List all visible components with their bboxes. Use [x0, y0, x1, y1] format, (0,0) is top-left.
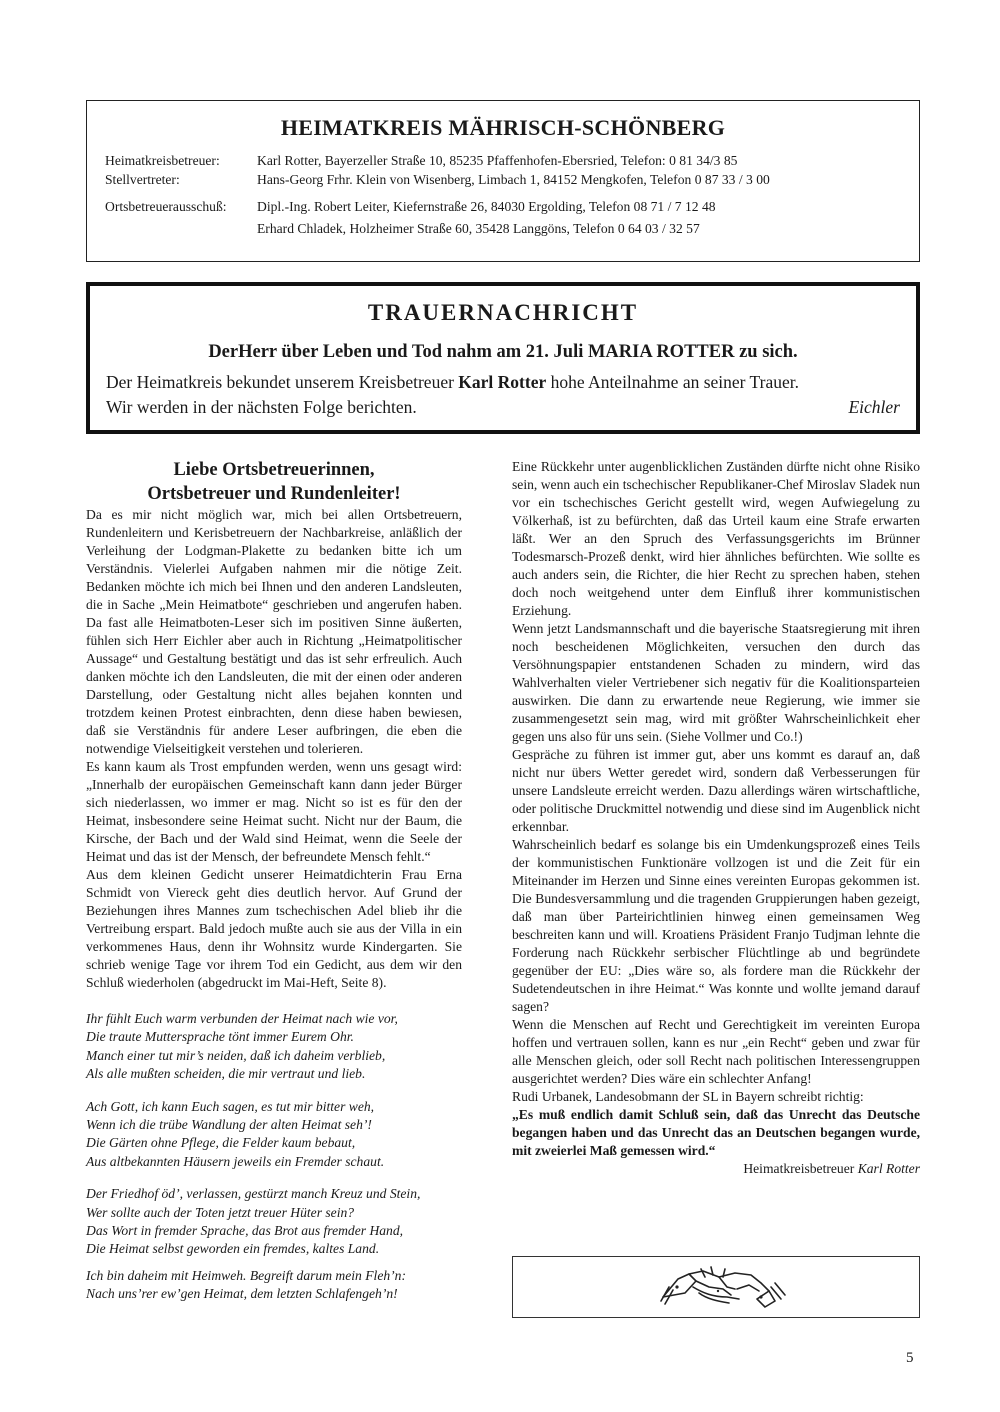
poem-line: Wer sollte auch der Toten jetzt treuer Hüter sein? — [86, 1204, 355, 1220]
contact-row — [105, 219, 700, 238]
contact-row — [105, 197, 716, 216]
contact-label: Ortsbetreuerausschuß: — [105, 199, 227, 214]
letter-heading-line: Ortsbetreuer und Rundenleiter! — [147, 484, 401, 504]
poem-line: Ihr fühlt Euch warm verbunden der Heimat nach wie vor, — [86, 1011, 398, 1026]
trauer-title: TRAUERNACHRICHT — [367, 300, 639, 325]
contact-label: Stellvertreter: — [105, 172, 180, 187]
paragraph: Aus dem kleinen Gedicht unserer Heimatdichterin Frau Erna Schmidt von Viereck geht dies deutlich hervor. Auf Grund der Beziehungen ihres Mannes zum tschechischen Adel blieb ihr die Vertreibung erspart. Bald jedoch mußte auch sie aus der Villa in ein verkommenes Haus, denn ihr Wohnsitz wurde Kindergarten. Sie schrieb wenige Tage vor ihrem Tod ein Gedicht, aus dem wir den Schluß wiederholen (abgedruckt im Mai-Heft, Seite 8). — [86, 867, 462, 990]
trauer-line-1 — [106, 372, 799, 393]
paragraph: Eine Rückkehr unter augenblicklichen Zuständen dürfte nicht ohne Risiko sein, wenn auch ein tschechischer Republikaner-Chef Miroslav Sladek nun vor ein tschechisches Gericht gestellt wird, wegen Aufwiegelung zu Völkerhaß, ist zu befürchten, daß das Urteil kaum eine Strafe erwarten läßt. Wer an den Spruch des Verfassungsgerichts im Brünner Todesmarsch-Prozeß denkt, wird hier ähnliches befürchten. Wie sollte es auch anders sein, die Richter, die hier Recht zu sprechen haben, stehen doch noch weitgehend unter dem Einfluß ihrer kommunistischen Erziehung. — [512, 459, 920, 618]
poem-line: Manch einer tut mir’s neiden, daß ich daheim verblieb, — [86, 1047, 386, 1063]
handshake-icon — [513, 1257, 919, 1317]
letter-heading-line: Liebe Ortsbetreuerinnen, — [173, 460, 375, 480]
heimatkreis-box — [86, 100, 920, 262]
paragraph: Gespräche zu führen ist immer gut, aber uns kommt es darauf an, daß nicht nur übers Wetter geredet wird, sondern daß Verbesserungen für unsere Landsleute erreicht werden. Dazu allerdings wären wirtschaftliche, oder politische Druckmittel notwendig und diese sind im Augenblick nicht erkennbar. — [512, 747, 920, 834]
trauer-name: Karl Rotter — [458, 372, 547, 392]
letter-heading — [86, 458, 462, 506]
paragraph: Wahrscheinlich bedarf es solange bis ein Umdenkungsprozeß eines Teils der kommunistischen Funktionäre vollzogen ist und die Zeit für ein Miteinander im Herzen und Sinne eines vereinten Europas gekommen ist. Die Bundesversammlung und die tragenden Gruppierungen haben gezeigt, daß man über Parteirichtlinien hinweg einen gemeinsamen Weg beschreiten kann und will. Kroatiens Präsident Franjo Tudjman lehnte die Forderung nach Rückkehr serbischer Flüchtlinge ab und begründete gegenüber der EU: „Dies wäre so, als fordere man die Rückkehr der Sudetendeutschen in ihre Heimat.“ Was konnte und wollte jemand darauf sagen? — [512, 837, 920, 1014]
letter-left-column — [86, 458, 462, 1304]
poem-line: Nach uns’rer ew’gen Heimat, dem letzten Schlafengeh’n! — [86, 1286, 398, 1302]
trauer-subtitle: DerHerr über Leben und Tod nahm am 21. Juli MARIA ROTTER zu sich. — [208, 342, 798, 362]
paragraph: Wenn jetzt Landsmannschaft und die bayerische Staatsregierung mit ihren noch bescheidenen Möglichkeiten, versuchen den durch das Versöhnungspapier entstandenen Schaden zu mindern, wird das Wahlverhalten vieler Vertriebener sich negativ für die Koalitionsparteien auswirken. Die dann zu erwartende neue Regierung, wie immer sie zusammengesetzt sein mag, wird mit größter Wahrscheinlichkeit eher gegen uns also für uns sein. (Siehe Vollmer und Co.!) — [512, 621, 920, 744]
poem-line: Die Gärten ohne Pflege, die Felder kaum bebaut, — [86, 1135, 356, 1151]
contact-label: Heimatkreisbetreuer: — [105, 153, 220, 168]
poem-line: Das Wort in fremder Sprache, das Brot aus fremder Hand, — [86, 1223, 404, 1239]
trauer-signature: Eichler — [848, 397, 900, 417]
page-number: 5 — [906, 1350, 914, 1366]
letter-signature — [512, 1160, 920, 1178]
poem-stanza — [86, 1267, 462, 1304]
trauer-text: Der Heimatkreis bekundet unserem Kreisbetreuer — [106, 372, 459, 392]
trauer-box — [86, 282, 920, 434]
trauer-line-2: Wir werden in der nächsten Folge berichten. — [106, 397, 417, 417]
poem-stanza — [86, 1098, 462, 1172]
trauer-text: hohe Anteilnahme an seiner Trauer. — [546, 372, 799, 392]
poem-line: Der Friedhof öd’, verlassen, gestürzt manch Kreuz und Stein, — [86, 1186, 421, 1202]
contact-value: Hans-Georg Frhr. Klein von Wisenberg, Limbach 1, 84152 Mengkofen, Telefon 0 87 33 / 3 00 — [257, 172, 770, 187]
signature-role: Heimatkreisbetreuer — [743, 1161, 858, 1176]
poem-line: Die traute Muttersprache tönt immer Eurem Ohr. — [86, 1029, 354, 1045]
poem-stanza — [86, 1185, 462, 1259]
poem-line: Die Heimat selbst geworden ein fremdes, kaltes Land. — [86, 1241, 380, 1257]
paragraph: Da es mir nicht möglich war, mich bei allen Ortsbetreuern, Rundenleitern und Kerisbetreuern der Nachbarkreise, anläßlich der Verleihung der Lodgman-Plakette zu bedanken bitte ich um Verständnis. Vielerlei Aufgaben nahmen mir die nötige Zeit. Bedanken möchte ich mich bei Ihnen und den anderen Landsleuten, die in Sache „Mein Heimatbote“ geschrieben und angerufen haben. Da fast alle Heimatboten-Leser sich im positiven Sinne äußerten, fühlen sich Herr Eichler aber auch in Richtung „Heimatpolitischer Aussage“ und Gestaltung bestätigt und das ist sehr erfreulich. Auch danken möchte ich den Landsleuten, die mit der einen oder anderen Darstellung, oder Gestaltung nicht alles bejahen konnten und trotzdem keinen Protest einbrachten, denn diese haben bewiesen, daß sie Verständnis für andere Leser aufbringen, die eben die notwendige Vielseitigkeit verstehen und tolerieren. — [86, 507, 462, 756]
paragraph: Wenn die Menschen auf Recht und Gerechtigkeit im vereinten Europa hoffen und vertrauen sollen, kann es nur „ein Recht“ geben und zwar für alle Menschen gleich, oder soll Recht nach politischen Interessengruppen ausgerichtet werden? Dies wäre ein schlechter Anfang! — [512, 1017, 920, 1086]
contact-row — [105, 151, 737, 170]
poem-line: Ich bin daheim mit Heimweh. Begreift darum mein Fleh’n: — [86, 1267, 407, 1283]
urbanek-quote: „Es muß endlich damit Schluß sein, daß das Unrecht das Deutsche begangen haben und das Unrecht das an Deutschen begangen wurde, mit zweierlei Maß gemessen wird.“ — [512, 1107, 920, 1158]
heimatkreis-title: HEIMATKREIS MÄHRISCH-SCHÖNBERG — [280, 115, 726, 140]
poem-line: Ach Gott, ich kann Euch sagen, es tut mir bitter weh, — [86, 1098, 375, 1114]
contact-value: Dipl.-Ing. Robert Leiter, Kiefernstraße 26, 84030 Ergolding, Telefon 08 71 / 7 12 48 — [257, 199, 716, 214]
letter-right-column — [512, 458, 920, 1178]
paragraph: Rudi Urbanek, Landesobmann der SL in Bayern schreibt richtig: — [512, 1089, 864, 1104]
handshake-box — [512, 1256, 920, 1318]
contact-row — [105, 170, 770, 189]
poem-line: Als alle mußten scheiden, die mir vertraut und lieb. — [86, 1066, 366, 1082]
paragraph: Es kann kaum als Trost empfunden werden, wenn uns gesagt wird: „Innerhalb der europäischen Gemeinschaft kann dann jeder Bürger sich niederlassen, wo immer er mag. Nicht so ist es für den der Heimat, insbesondere seine Heimat sucht. Nicht nur der Baum, die Kirsche, der Bach und der Wald sind Heimat, wenn die Seele der Heimat und das ist der Mensch, der befreundete Mensch fehlt.“ — [86, 759, 462, 864]
poem-stanza — [86, 1010, 462, 1084]
poem-line: Wenn ich die trübe Wandlung der alten Heimat seh’! — [86, 1117, 372, 1133]
contact-value: Erhard Chladek, Holzheimer Straße 60, 35428 Langgöns, Telefon 0 64 03 / 32 57 — [257, 221, 700, 236]
poem-line: Aus altbekannten Häusern jeweils ein Fremder schaut. — [86, 1153, 385, 1169]
contact-value: Karl Rotter, Bayerzeller Straße 10, 85235 Pfaffenhofen-Ebersried, Telefon: 0 81 34/3 85 — [257, 153, 738, 168]
signature-name: Karl Rotter — [857, 1161, 920, 1176]
